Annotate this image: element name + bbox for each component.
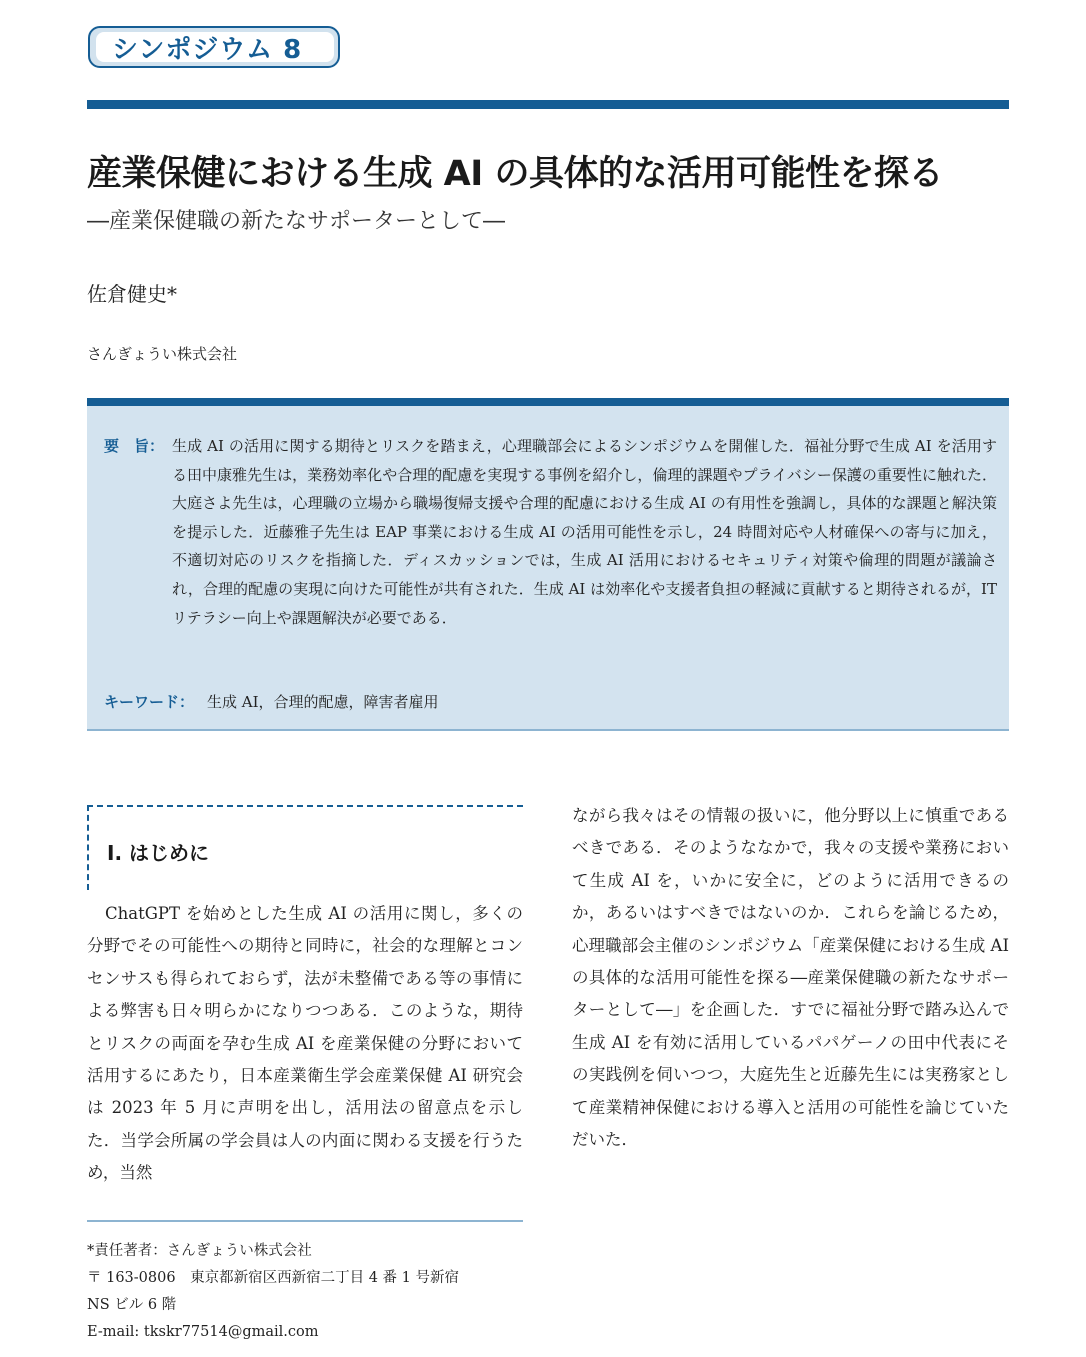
section-heading-box [87,805,523,890]
footnote-corresponding-author: *責任著者：さんぎょうい株式会社 [87,1243,312,1259]
article-title: 産業保健における生成 AI の具体的な活用可能性を探る [87,154,943,194]
keywords-label: キーワード： [104,693,195,711]
footnote-building: NS ビル 6 階 [87,1297,177,1313]
footnote-rule [87,1220,523,1222]
article-subtitle: ―産業保健職の新たなサポーターとして― [87,209,506,234]
footnote-email: E-mail: tkskr77514@gmail.com [87,1324,319,1340]
abstract-box [87,398,1009,731]
abstract-label: 要 旨： [104,437,165,455]
abstract-text: 生成 AI の活用に関する期待とリスクを踏まえ，心理職部会によるシンポジウムを開催した．福祉分野で生成 AI を活用する田中康雅先生は，業務効率化や合理的配慮を実現する事例を紹介し，倫理的課題やプライバシー保護の重要性に触れた．大庭さよ先生は，心理職の立場から職場復帰支援や合理的配慮における生成 AI の有用性を強調し，具体的な課題と解決策を提示した．近藤雅子先生は EAP 事業における生成 AI の活用可能性を示し，24 時間対応や人材確保への寄与に加え，不適切対応のリスクを指摘した．ディスカッションでは，生成 AI 活用におけるセキュリティ対策や倫理的問題が議論され，合理的配慮の実現に向けた可能性が共有された．生成 AI は効率化や支援者負担の軽減に貢献すると期待されるが，IT リテラシー向上や課題解決が必要である． [172,437,997,627]
footnote [87,1238,527,1346]
body-text-right-column: ながら我々はその情報の扱いに，他分野以上に慎重であるべきである．そのようななかで，我々の支援や業務において生成 AI を，いかに安全に，どのように活用できるのか，あるいはすべきではないのか．これらを論じるため，心理職部会主催のシンポジウム「産業保健における生成 AI の具体的な活用可能性を探る―産業保健職の新たなサポーターとして―」を企画した．すでに福祉分野で踏み込んで生成 AI を有効に活用しているパパゲーノの田中代表にその実践例を伺いつつ，大庭先生と近藤先生には実務家として産業精神保健における導入と活用の可能性を論じていただいた． [572,806,1010,1150]
section-title: I. はじめに [107,841,210,865]
section-badge [88,26,340,68]
author-affiliation: さんぎょうい株式会社 [87,345,238,363]
header-rule [87,100,1009,109]
badge-label: シンポジウム 8 [112,34,303,65]
author-name: 佐倉健史* [87,282,177,306]
body-text-left-column: ChatGPT を始めとした生成 AI の活用に関し，多くの分野でその可能性への期待と同時に，社会的な理解とコンセンサスも得られておらず，法が未整備である等の事情による弊害も日々明らかになりつつある．このような，期待とリスクの両面を孕む生成 AI を産業保健の分野において活用するにあたり，日本産業衛生学会産業保健 AI 研究会は 2023 年 5 月に声明を出し，活用法の留意点を示した．当学会所属の学会員は人の内面に関わる支援を行うため，当然 [87,904,523,1183]
keywords-text: 生成 AI，合理的配慮，障害者雇用 [207,693,439,711]
footnote-address: 〒 163-0806 東京都新宿区西新宿二丁目 4 番 1 号新宿 [87,1270,459,1286]
